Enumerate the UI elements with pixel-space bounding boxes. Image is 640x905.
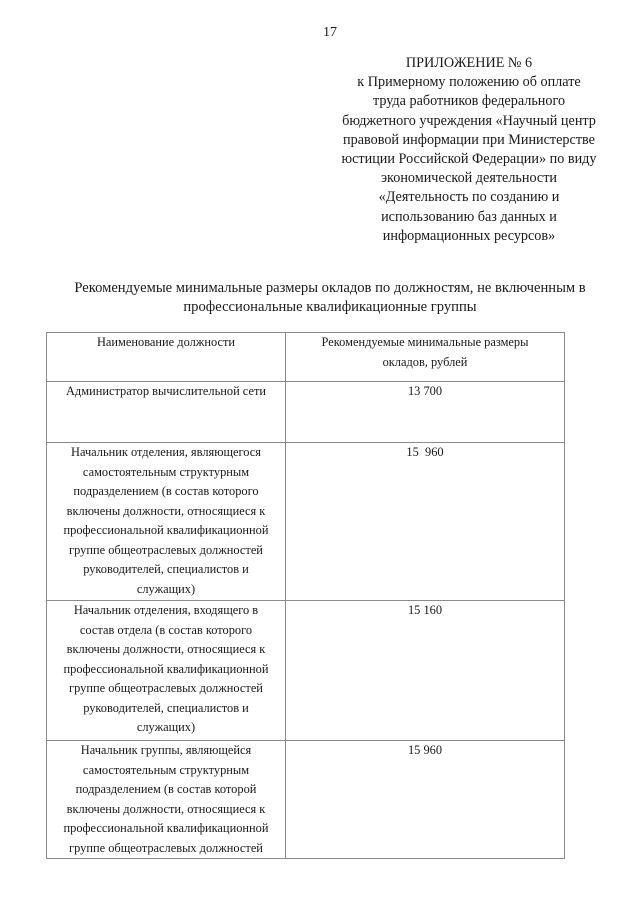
position-cell xyxy=(47,443,286,601)
position-text: самостоятельным структурным xyxy=(82,464,250,479)
position-text: группе общеотраслевых должностей xyxy=(69,840,263,855)
position-text: группе общеотраслевых должностей xyxy=(69,681,263,695)
position-text: Начальник группы, являющейся xyxy=(80,743,252,757)
appendix-line: бюджетного учреждения «Научный центр xyxy=(342,112,596,129)
header-salary xyxy=(286,333,565,382)
appendix-line: юстиции Российской Федерации» по виду xyxy=(341,151,597,168)
appendix-line: информационных ресурсов» xyxy=(382,227,556,244)
salary-value: 13 700 xyxy=(407,384,443,398)
position-text: включены должности, относящиеся к xyxy=(66,642,266,656)
salary-cell xyxy=(286,443,565,601)
salary-value: 15 960 xyxy=(406,445,444,459)
table-row xyxy=(47,443,565,601)
position-text: включены должности, относящиеся к xyxy=(66,801,266,816)
appendix-line: к Примерному положению об оплате xyxy=(357,74,581,91)
appendix-line: использованию баз данных и xyxy=(381,208,557,225)
salary-value: 15 960 xyxy=(407,743,443,757)
position-text: профессиональной квалификационной xyxy=(63,661,269,676)
appendix-line: труда работников федерального xyxy=(372,93,566,110)
table-title xyxy=(40,279,620,317)
position-text: включены должности, относящиеся к xyxy=(66,503,266,518)
position-text: Администратор вычислительной сети xyxy=(65,384,267,398)
header-position-label: Наименование должности xyxy=(96,335,236,349)
salary-table xyxy=(46,332,565,859)
header-salary-label: окладов, рублей xyxy=(382,354,468,369)
appendix-title: ПРИЛОЖЕНИЕ № 6 xyxy=(405,55,533,71)
position-text: подразделением (в состав которой xyxy=(75,782,257,796)
position-cell xyxy=(47,382,286,443)
position-text: состав отдела (в состав которого xyxy=(79,622,253,637)
table-row xyxy=(47,741,565,859)
appendix-header xyxy=(318,54,620,246)
position-text: служащих) xyxy=(136,720,196,734)
table-header-row xyxy=(47,333,565,382)
table-row xyxy=(47,601,565,741)
position-text: руководителей, специалистов и xyxy=(83,562,249,576)
salary-cell xyxy=(286,601,565,741)
position-cell xyxy=(47,741,286,859)
position-text: профессиональной квалификационной xyxy=(63,821,269,835)
header-position xyxy=(47,333,286,382)
appendix-line: правовой информации при Министерстве xyxy=(343,131,595,148)
position-cell xyxy=(47,601,286,741)
position-text: Начальник отделения, являющегося xyxy=(71,445,261,459)
salary-cell xyxy=(286,741,565,859)
appendix-line: «Деятельность по созданию и xyxy=(378,189,560,206)
appendix-line: экономической деятельности xyxy=(380,170,558,187)
header-salary-label: Рекомендуемые минимальные размеры xyxy=(321,335,529,349)
position-text: группе общеотраслевых должностей xyxy=(69,542,263,557)
position-text: профессиональной квалификационной xyxy=(63,523,269,537)
position-text: самостоятельным структурным xyxy=(82,762,250,777)
table-title-line: Рекомендуемые минимальные размеры окладов по должностям, не включенным в xyxy=(74,280,586,296)
salary-value: 15 160 xyxy=(407,603,443,617)
position-text: руководителей, специалистов и xyxy=(83,700,249,715)
position-text: Начальник отделения, входящего в xyxy=(73,603,259,617)
position-text: служащих) xyxy=(136,581,196,596)
table-title-line: профессиональные квалификационные группы xyxy=(183,299,477,315)
salary-cell xyxy=(286,382,565,443)
table-row xyxy=(47,382,565,443)
page-number: 17 xyxy=(323,25,337,40)
position-text: подразделением (в состав которого xyxy=(73,484,259,498)
